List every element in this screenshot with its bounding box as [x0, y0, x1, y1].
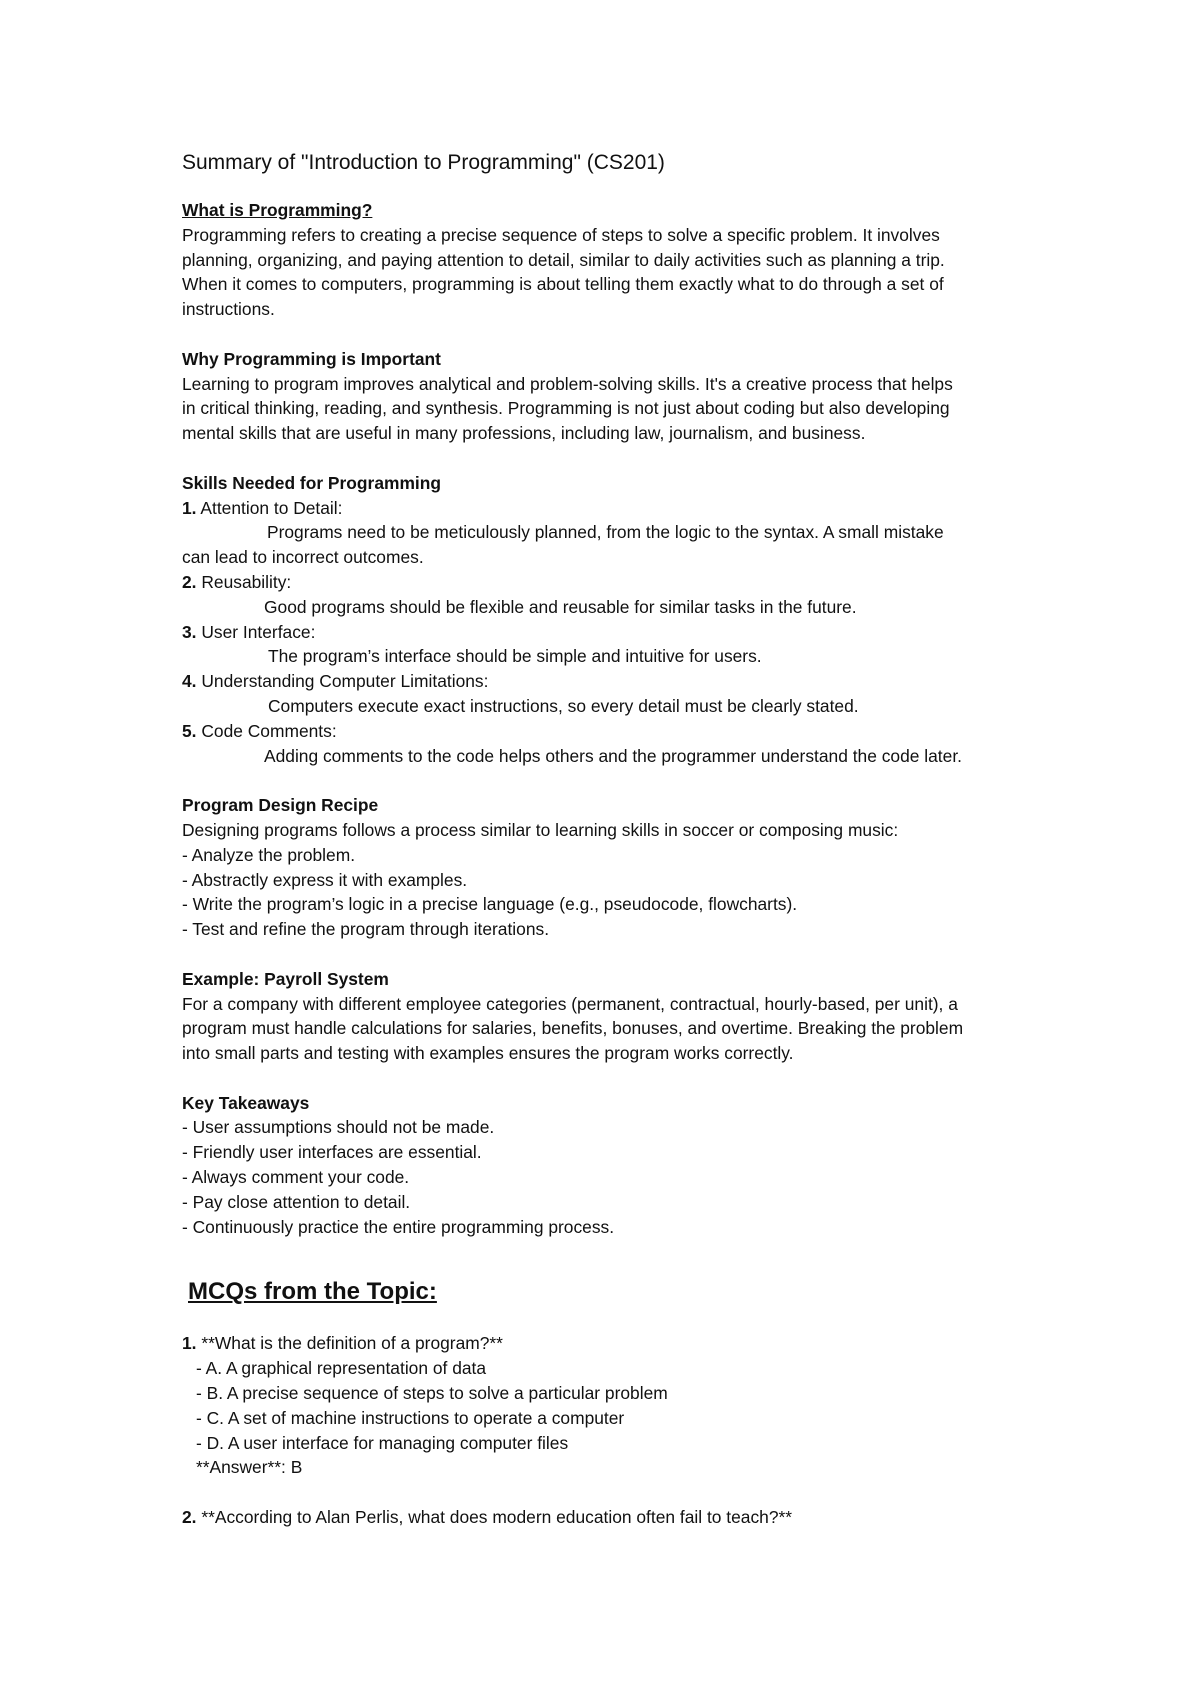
mcq-option: - B. A precise sequence of steps to solve a particular problem [196, 1383, 668, 1404]
skill-item-label: 2. Reusability: [182, 571, 292, 592]
section-heading-payroll: Example: Payroll System [182, 968, 389, 989]
mcq-option: - D. A user interface for managing computer files [196, 1432, 569, 1453]
paragraph-line: Designing programs follows a process similar to learning skills in soccer or composing music: [182, 819, 899, 840]
paragraph-line: Programming refers to creating a precise sequence of steps to solve a specific problem. It involves [182, 224, 940, 245]
paragraph-line: in critical thinking, reading, and synthesis. Programming is not just about coding but also developing [182, 398, 950, 419]
skill-item-label: 3. User Interface: [182, 621, 316, 642]
skill-item-description: Good programs should be flexible and reusable for similar tasks in the future. [264, 596, 857, 617]
skill-item-description: Adding comments to the code helps others and the programmer understand the code later. [264, 745, 962, 766]
skill-item-description: Programs need to be meticulously planned, from the logic to the syntax. A small mistake [267, 522, 944, 543]
list-item: - Analyze the problem. [182, 844, 356, 865]
list-item: - Test and refine the program through iterations. [182, 919, 550, 940]
paragraph-line: planning, organizing, and paying attention to detail, similar to daily activities such as planning a trip. [182, 249, 945, 270]
paragraph-line: program must handle calculations for salaries, benefits, bonuses, and overtime. Breaking the problem [182, 1018, 964, 1039]
list-item: - Pay close attention to detail. [182, 1191, 411, 1212]
skill-item-description: Computers execute exact instructions, so every detail must be clearly stated. [268, 695, 859, 716]
list-item: - Write the program’s logic in a precise language (e.g., pseudocode, flowcharts). [182, 894, 798, 915]
list-item: - Friendly user interfaces are essential. [182, 1142, 482, 1163]
paragraph-line: For a company with different employee categories (permanent, contractual, hourly-based, per unit), a [182, 993, 958, 1014]
mcq-option: - A. A graphical representation of data [196, 1358, 487, 1379]
list-item: - Continuously practice the entire programming process. [182, 1216, 615, 1237]
skill-item-label: 1. Attention to Detail: [182, 497, 343, 518]
section-heading-skills: Skills Needed for Programming [182, 472, 441, 493]
list-item: - User assumptions should not be made. [182, 1117, 495, 1138]
section-heading-what: What is Programming? [182, 200, 373, 220]
skill-item-description: can lead to incorrect outcomes. [182, 547, 424, 568]
section-heading-recipe: Program Design Recipe [182, 795, 379, 816]
paragraph-line: mental skills that are useful in many professions, including law, journalism, and business. [182, 423, 866, 444]
section-heading-why: Why Programming is Important [182, 348, 441, 369]
mcq-heading: MCQs from the Topic: [188, 1278, 437, 1306]
document-title: Summary of "Introduction to Programming" (CS201) [182, 151, 665, 174]
paragraph-line: into small parts and testing with examples ensures the program works correctly. [182, 1043, 794, 1064]
mcq-question: 2. **According to Alan Perlis, what does modern education often fail to teach?** [182, 1507, 793, 1528]
skill-item-description: The program’s interface should be simple and intuitive for users. [268, 646, 762, 667]
paragraph-line: When it comes to computers, programming is about telling them exactly what to do through a set of [182, 274, 944, 295]
section-heading-takeaways: Key Takeaways [182, 1092, 310, 1113]
list-item: - Abstractly express it with examples. [182, 869, 468, 890]
mcq-option: - C. A set of machine instructions to operate a computer [196, 1407, 625, 1428]
skill-item-label: 4. Understanding Computer Limitations: [182, 671, 489, 692]
skill-item-label: 5. Code Comments: [182, 720, 337, 741]
paragraph-line: instructions. [182, 299, 275, 320]
mcq-question: 1. **What is the definition of a program?** [182, 1333, 503, 1354]
paragraph-line: Learning to program improves analytical and problem-solving skills. It's a creative process that helps [182, 373, 953, 394]
document-content [182, 148, 1062, 1530]
list-item: - Always comment your code. [182, 1167, 410, 1188]
mcq-answer: **Answer**: B [196, 1457, 303, 1478]
